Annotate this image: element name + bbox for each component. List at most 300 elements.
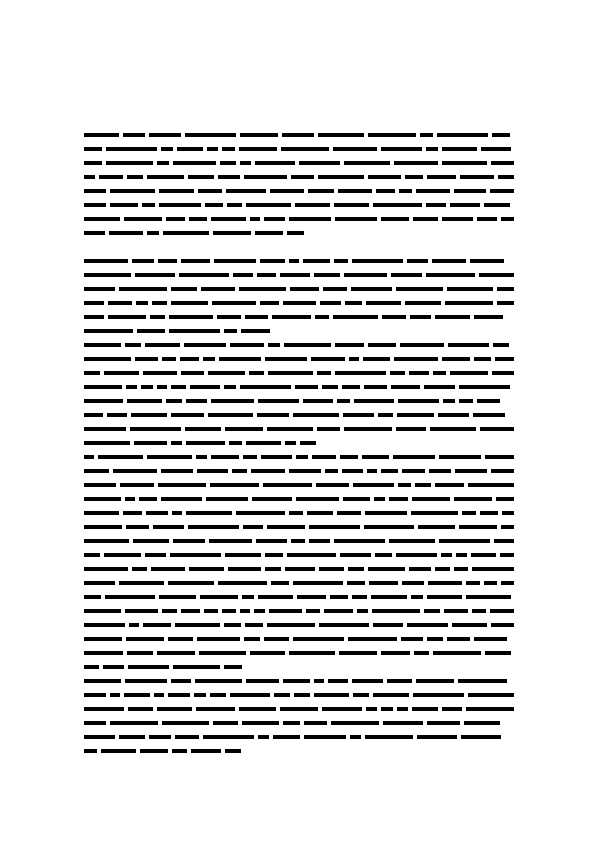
text-word	[297, 595, 326, 599]
text-word	[101, 749, 136, 753]
text-word	[106, 161, 153, 165]
text-word	[322, 707, 362, 711]
text-word	[186, 399, 207, 403]
text-word	[99, 175, 123, 179]
text-line	[84, 170, 514, 184]
text-word	[119, 581, 164, 585]
text-line	[84, 394, 514, 408]
text-word	[461, 735, 501, 739]
text-word	[372, 609, 420, 613]
text-word	[211, 399, 254, 403]
text-word	[368, 133, 416, 137]
text-word	[367, 469, 377, 473]
text-word	[201, 287, 235, 291]
text-word	[289, 217, 331, 221]
text-word	[394, 357, 438, 361]
text-word	[299, 161, 340, 165]
text-word	[347, 581, 365, 585]
text-word	[285, 441, 296, 445]
text-word	[391, 273, 422, 277]
text-word	[147, 231, 159, 235]
text-word	[295, 203, 330, 207]
text-word	[186, 441, 225, 445]
text-word	[308, 189, 334, 193]
text-word	[402, 469, 425, 473]
text-word	[240, 161, 251, 165]
text-word	[323, 287, 347, 291]
text-word	[294, 693, 310, 697]
text-word	[296, 455, 308, 459]
text-word	[212, 301, 256, 305]
text-word	[84, 525, 122, 529]
text-word	[481, 147, 511, 151]
text-word	[427, 637, 443, 641]
text-word	[324, 609, 353, 613]
text-word	[472, 567, 514, 571]
text-line	[84, 520, 514, 534]
text-word	[312, 455, 336, 459]
text-word	[432, 259, 466, 263]
text-word	[366, 301, 401, 305]
text-word	[175, 735, 199, 739]
text-word	[495, 357, 514, 361]
text-word	[474, 357, 491, 361]
text-line	[84, 282, 514, 296]
text-word	[84, 413, 103, 417]
text-word	[190, 385, 220, 389]
text-word	[442, 147, 477, 151]
text-word	[474, 637, 507, 641]
text-word	[232, 469, 247, 473]
text-word	[185, 427, 221, 431]
text-word	[389, 539, 435, 543]
text-word	[194, 693, 206, 697]
text-line	[84, 492, 514, 506]
text-word	[244, 175, 287, 179]
text-word	[242, 721, 279, 725]
paragraph-5	[84, 674, 514, 758]
text-word	[258, 735, 269, 739]
text-word	[363, 357, 390, 361]
text-word	[368, 343, 396, 347]
text-word	[222, 609, 236, 613]
text-word	[335, 343, 364, 347]
text-word	[162, 609, 177, 613]
text-word	[181, 259, 210, 263]
text-word	[260, 259, 285, 263]
text-line	[84, 408, 514, 422]
text-line	[84, 632, 514, 646]
text-word	[492, 133, 510, 137]
text-word	[304, 721, 327, 725]
text-word	[175, 623, 220, 627]
text-word	[208, 413, 253, 417]
text-word	[84, 679, 121, 683]
text-word	[407, 623, 448, 627]
text-word	[260, 301, 279, 305]
text-word	[125, 609, 158, 613]
text-word	[140, 749, 168, 753]
text-word	[320, 301, 341, 305]
text-word	[159, 595, 196, 599]
text-word	[311, 357, 345, 361]
text-word	[157, 707, 192, 711]
text-word	[442, 217, 473, 221]
text-word	[409, 567, 431, 571]
text-word	[345, 301, 362, 305]
text-word	[246, 441, 281, 445]
text-word	[226, 189, 266, 193]
text-word	[128, 665, 169, 669]
text-word	[394, 161, 438, 165]
text-line	[84, 646, 514, 660]
text-word	[315, 315, 329, 319]
text-word	[397, 413, 434, 417]
text-word	[344, 427, 392, 431]
text-word	[84, 259, 128, 263]
text-word	[290, 287, 319, 291]
text-word	[430, 427, 476, 431]
text-word	[264, 637, 289, 641]
text-word	[104, 553, 141, 557]
text-word	[171, 441, 182, 445]
text-word	[267, 427, 313, 431]
text-word	[330, 595, 348, 599]
text-word	[245, 623, 263, 627]
text-word	[490, 189, 514, 193]
text-word	[239, 707, 276, 711]
text-word	[335, 217, 377, 221]
text-word	[373, 693, 409, 697]
text-word	[454, 567, 468, 571]
text-word	[208, 371, 245, 375]
text-word	[206, 497, 248, 501]
text-word	[433, 371, 446, 375]
text-word	[125, 343, 141, 347]
text-word	[335, 371, 386, 375]
text-word	[466, 707, 514, 711]
text-word	[328, 679, 348, 683]
text-word	[491, 469, 514, 473]
text-word	[466, 595, 511, 599]
text-line	[84, 618, 514, 632]
text-word	[460, 175, 494, 179]
text-word	[225, 427, 263, 431]
text-word	[374, 497, 385, 501]
text-word	[110, 203, 138, 207]
text-word	[444, 609, 468, 613]
text-word	[413, 217, 438, 221]
text-word	[415, 483, 431, 487]
text-word	[84, 749, 97, 753]
text-word	[289, 651, 335, 655]
text-word	[352, 259, 403, 263]
text-word	[501, 525, 514, 529]
text-word	[429, 469, 451, 473]
text-word	[119, 287, 167, 291]
text-line	[84, 674, 514, 688]
text-word	[143, 371, 177, 375]
text-word	[492, 371, 514, 375]
text-word	[348, 637, 397, 641]
text-word	[309, 539, 330, 543]
text-word	[251, 469, 285, 473]
text-word	[470, 259, 504, 263]
text-word	[147, 175, 184, 179]
text-word	[303, 399, 333, 403]
text-word	[218, 581, 267, 585]
text-word	[428, 581, 462, 585]
text-word	[268, 371, 313, 375]
text-word	[333, 147, 377, 151]
text-word	[184, 343, 226, 347]
text-word	[169, 315, 213, 319]
text-word	[158, 259, 177, 263]
text-word	[128, 707, 153, 711]
text-word	[240, 609, 250, 613]
text-word	[84, 637, 122, 641]
text-word	[131, 413, 167, 417]
text-word	[196, 455, 207, 459]
text-word	[454, 189, 486, 193]
text-word	[84, 693, 106, 697]
text-word	[84, 385, 122, 389]
text-word	[106, 147, 157, 151]
text-word	[127, 399, 162, 403]
text-word	[189, 567, 224, 571]
text-word	[490, 609, 514, 613]
text-line	[84, 366, 514, 380]
text-word	[143, 623, 171, 627]
text-word	[350, 735, 361, 739]
text-word	[125, 679, 167, 683]
text-word	[427, 175, 456, 179]
text-word	[84, 595, 101, 599]
text-word	[365, 735, 413, 739]
text-word	[152, 301, 167, 305]
text-word	[337, 511, 361, 515]
text-word	[427, 721, 460, 725]
text-word	[84, 357, 131, 361]
text-line	[84, 478, 514, 492]
text-word	[397, 707, 408, 711]
text-line	[84, 226, 514, 240]
text-word	[84, 455, 94, 459]
text-word	[250, 217, 260, 221]
text-word	[368, 175, 401, 179]
text-word	[84, 707, 124, 711]
text-word	[196, 707, 235, 711]
text-word	[484, 203, 510, 207]
text-word	[219, 357, 261, 361]
text-word	[255, 231, 283, 235]
text-word	[104, 371, 139, 375]
text-line	[84, 436, 514, 450]
text-word	[181, 371, 204, 375]
text-word	[265, 357, 307, 361]
text-word	[445, 301, 493, 305]
text-word	[246, 203, 291, 207]
text-word	[84, 735, 115, 739]
text-word	[257, 273, 276, 277]
text-word	[84, 175, 95, 179]
text-word	[224, 623, 241, 627]
text-word	[191, 749, 221, 753]
text-word	[265, 567, 281, 571]
text-word	[161, 497, 202, 501]
text-word	[344, 161, 390, 165]
text-word	[466, 581, 480, 585]
text-word	[84, 329, 133, 333]
text-word	[337, 399, 350, 403]
text-word	[246, 679, 279, 683]
text-word	[204, 609, 218, 613]
text-word	[376, 189, 395, 193]
text-word	[222, 147, 235, 151]
text-word	[224, 385, 236, 389]
text-word	[303, 259, 330, 263]
text-word	[124, 217, 162, 221]
text-word	[127, 651, 153, 655]
text-line	[84, 310, 514, 324]
text-word	[285, 567, 315, 571]
text-word	[396, 287, 443, 291]
text-word	[240, 133, 278, 137]
text-word	[203, 357, 215, 361]
text-word	[149, 735, 171, 739]
text-word	[150, 315, 165, 319]
text-word	[213, 721, 238, 725]
text-word	[189, 217, 207, 221]
text-word	[254, 609, 265, 613]
text-word	[352, 679, 383, 683]
text-word	[414, 651, 429, 655]
text-word	[211, 455, 239, 459]
text-word	[494, 539, 514, 543]
text-word	[405, 175, 423, 179]
text-word	[433, 651, 481, 655]
text-word	[334, 539, 385, 543]
text-word	[162, 721, 209, 725]
text-line	[84, 254, 514, 268]
text-word	[485, 455, 514, 459]
text-word	[353, 693, 369, 697]
text-word	[141, 385, 153, 389]
text-word	[295, 385, 318, 389]
text-word	[282, 133, 314, 137]
text-word	[197, 469, 228, 473]
text-word	[211, 217, 246, 221]
text-word	[171, 301, 208, 305]
text-word	[103, 665, 124, 669]
text-word	[291, 539, 305, 543]
text-word	[195, 679, 242, 683]
text-word	[110, 693, 120, 697]
text-word	[169, 329, 220, 333]
text-word	[84, 371, 100, 375]
text-word	[113, 469, 157, 473]
text-word	[239, 147, 277, 151]
text-word	[84, 427, 126, 431]
text-word	[398, 483, 411, 487]
text-word	[424, 609, 440, 613]
text-word	[454, 497, 492, 501]
text-word	[317, 371, 331, 375]
text-word	[171, 679, 191, 683]
text-word	[162, 357, 176, 361]
text-word	[296, 497, 339, 501]
text-word	[497, 287, 514, 291]
text-word	[287, 231, 304, 235]
text-word	[110, 721, 158, 725]
text-word	[339, 651, 377, 655]
text-word	[274, 693, 290, 697]
text-line	[84, 716, 514, 730]
text-word	[172, 511, 182, 515]
text-word	[205, 203, 223, 207]
text-word	[459, 399, 473, 403]
text-word	[368, 567, 405, 571]
text-word	[413, 693, 464, 697]
text-word	[314, 679, 324, 683]
text-word	[393, 455, 435, 459]
text-word	[153, 525, 184, 529]
text-word	[455, 469, 487, 473]
text-word	[126, 525, 149, 529]
text-word	[435, 483, 464, 487]
text-word	[84, 539, 129, 543]
text-word	[119, 735, 145, 739]
text-line	[84, 324, 514, 338]
text-line	[84, 422, 514, 436]
text-word	[180, 357, 199, 361]
text-word	[185, 133, 236, 137]
text-word	[306, 609, 320, 613]
text-word	[228, 567, 261, 571]
text-word	[225, 553, 261, 557]
text-word	[84, 301, 104, 305]
text-line	[84, 562, 514, 576]
text-word	[272, 315, 311, 319]
paragraph-1	[84, 128, 514, 240]
text-word	[236, 511, 285, 515]
text-word	[270, 189, 304, 193]
text-word	[438, 413, 469, 417]
text-line	[84, 268, 514, 282]
text-word	[84, 567, 128, 571]
text-word	[364, 385, 387, 389]
text-word	[318, 175, 364, 179]
text-line	[84, 576, 514, 590]
text-word	[468, 483, 514, 487]
text-word	[159, 189, 194, 193]
text-word	[474, 315, 503, 319]
text-word	[168, 693, 190, 697]
text-line	[84, 198, 514, 212]
text-word	[405, 301, 441, 305]
text-word	[416, 189, 450, 193]
text-word	[142, 203, 155, 207]
text-word	[443, 399, 455, 403]
text-word	[314, 273, 340, 277]
paragraph-2	[84, 254, 514, 338]
text-word	[132, 567, 147, 571]
text-word	[157, 385, 167, 389]
text-word	[439, 539, 490, 543]
text-line	[84, 590, 514, 604]
text-word	[125, 497, 135, 501]
text-word	[289, 259, 299, 263]
